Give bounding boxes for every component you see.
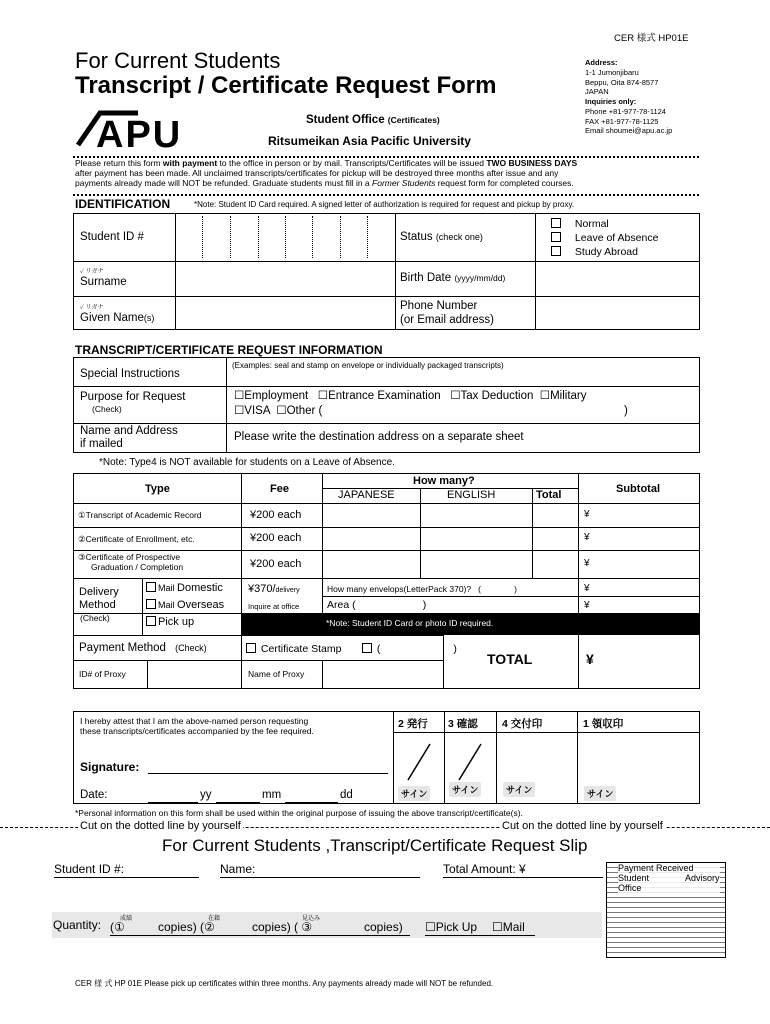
identification-note: *Note: Student ID Card required. A signed letter of authorization is required for request and pickup by proxy. (194, 200, 575, 209)
fee-prospective: ¥200 each (250, 558, 302, 570)
checkbox-icon (146, 616, 156, 626)
q1-copies: copies) (② (158, 920, 215, 934)
office-col-issue: 2 発行 (398, 718, 428, 730)
subtotal-transcript: ¥ (584, 509, 590, 520)
student-id-label: Student ID # (80, 231, 144, 243)
birth-date-field[interactable] (538, 264, 698, 294)
request-info-heading: TRANSCRIPT/CERTIFICATE REQUEST INFORMATION (75, 343, 383, 357)
office-name (306, 114, 440, 126)
slip-name-label: Name: (220, 862, 256, 876)
phone-field[interactable] (538, 299, 698, 329)
qty-english-transcript[interactable] (422, 505, 530, 525)
pickup-option[interactable]: Pick up (146, 616, 194, 628)
col-type: Type (145, 483, 170, 495)
sign-label: サイン (503, 782, 535, 797)
notice: Please return this form with payment to the office in person or by mail. Transcripts/Certificates will be issued TWO BUSINESS DAYS after payment has been made. All unclaimed transcripts/certificates for pickup will be destroyed three months after issue and any payments already made will NOT be refunded. Graduate students must fill in a Former Students request form for completed courses. (75, 158, 578, 188)
delivery-method-label: Delivery Method (79, 586, 119, 611)
name-address-value: Please write the destination address on a separate sheet (234, 431, 524, 443)
mail-overseas-option[interactable]: Mail Overseas (146, 599, 224, 611)
q3-copies: copies) (364, 920, 403, 934)
status-leave-of-absence[interactable]: Leave of Absence (551, 231, 658, 245)
proxy-name-label: Name of Proxy (248, 669, 305, 679)
pickup-id-note: *Note: Student ID Card or photo ID required. (326, 618, 494, 628)
personal-info-note: *Personal information on this form shall be used within the original purpose of issuing the above transcript/certificate(s). (75, 808, 523, 818)
domestic-fee: ¥370/delivery (248, 583, 300, 595)
subtotal-enrollment: ¥ (584, 532, 590, 543)
delivery-subtotal-overseas: ¥ (584, 600, 590, 611)
type4-note: *Note: Type4 is NOT available for students on a Leave of Absence. (99, 457, 395, 468)
checkbox-icon (551, 246, 561, 256)
office-label: Student Office (306, 114, 385, 126)
status-options (551, 217, 658, 260)
col-english: ENGLISH (447, 489, 496, 501)
proxy-id-label: ID# of Proxy (79, 669, 126, 679)
q2-copies: copies) ( ③ (252, 920, 313, 934)
proxy-name-field[interactable] (324, 662, 440, 687)
address-line2: Beppu, Oita 874-8577 (585, 77, 659, 87)
date-mm: mm (262, 789, 282, 801)
subtotal-prospective: ¥ (584, 558, 590, 569)
envelope-count[interactable]: How many envelops(LetterPack 370)? ( ) (327, 584, 517, 594)
status-label: Status (check one) (400, 231, 483, 243)
proxy-id-field[interactable] (150, 662, 240, 687)
status-normal[interactable]: Normal (551, 217, 658, 231)
office-col-receipt-stamp: 1 領収印 (583, 718, 624, 730)
date-yy: yy (200, 789, 212, 801)
sign-label: サイン (449, 782, 481, 797)
col-total: Total (536, 489, 562, 501)
bottom-note: CER 様 式 HP 01E Please pick up certificates within three months. Any payments already made will NOT be refunded. (75, 979, 494, 988)
checkbox-icon (551, 218, 561, 228)
type-transcript: ①Transcript of Academic Record (78, 510, 202, 520)
col-how-many: How many? (413, 475, 475, 487)
office-note: (Certificates) (387, 115, 440, 125)
stamp-other-option[interactable]: ( ) (362, 643, 457, 655)
given-name-label: Given Name(s) (80, 312, 155, 324)
slash-mark (400, 742, 436, 782)
total-yen: ¥ (586, 651, 594, 667)
slip-pickup-option[interactable]: ☐Pick Up (425, 920, 478, 934)
logo-text: APU (96, 114, 183, 151)
type-prospective: ③Certificate of Prospective Graduation / Completion (78, 552, 184, 572)
audience-heading: For Current Students (75, 48, 281, 73)
checkbox-icon (146, 599, 156, 609)
purpose-options-line2[interactable]: ☐VISA ☐Other ( (234, 405, 323, 417)
col-japanese: JAPANESE (338, 489, 395, 501)
fee-transcript: ¥200 each (250, 509, 302, 521)
cut-instruction-left: Cut on the dotted line by yourself (80, 820, 241, 832)
purpose-label: Purpose for Request (80, 391, 186, 403)
identification-heading: IDENTIFICATION (75, 197, 171, 211)
address-line1: 1-1 Jumonjibaru (585, 67, 639, 77)
purpose-check-hint: (Check) (92, 404, 122, 414)
sign-label: サイン (584, 786, 616, 801)
q3-ruby: 見込み (302, 916, 321, 922)
phone-label: Phone Number (or Email address) (400, 300, 494, 326)
area-field[interactable]: Area ( ) (327, 599, 427, 611)
mail-domestic-option[interactable]: Mail Domestic (146, 582, 223, 594)
birth-date-label: Birth Date (yyyy/mm/dd) (400, 272, 506, 284)
payment-received-label: Payment Received Student Advisory Office (618, 863, 720, 894)
blocked-cell (242, 614, 322, 635)
purpose-other-close: ) (624, 405, 628, 417)
checkbox-icon (551, 232, 561, 242)
type-enrollment: ②Certificate of Enrollment, etc. (78, 534, 195, 544)
col-subtotal: Subtotal (616, 483, 660, 495)
surname-ruby: ✓ リガナ (80, 269, 104, 275)
apu-logo (74, 103, 234, 151)
address-block (585, 58, 735, 136)
col-fee: Fee (270, 483, 289, 495)
status-study-abroad[interactable]: Study Abroad (551, 245, 658, 259)
attestation: I hereby attest that I am the above-named person requesting these transcripts/certificates accompanied by the fee required. (80, 716, 314, 737)
delivery-subtotal-domestic: ¥ (584, 583, 590, 594)
special-instructions-examples: (Examples: seal and stamp on envelope or individually packaged transcripts) (232, 361, 504, 370)
date-dd: dd (340, 789, 353, 801)
form-code: CER 様式 HP01E (614, 33, 689, 44)
certificate-stamp-option[interactable]: Certificate Stamp (246, 643, 341, 655)
fee-enrollment: ¥200 each (250, 532, 302, 544)
signature-label: Signature: (80, 760, 140, 774)
slash-mark (451, 742, 487, 782)
total-label: TOTAL (487, 651, 533, 667)
slip-student-id-label: Student ID #: (54, 862, 125, 876)
address-line3: JAPAN (585, 87, 609, 97)
page-title: Transcript / Certificate Request Form (75, 72, 497, 99)
checkbox-icon (246, 643, 256, 653)
slip-total-amount-label: Total Amount: ¥ (443, 862, 526, 876)
surname-label: Surname (80, 276, 127, 288)
address-label: Address: (585, 58, 618, 67)
sign-label: サイン (398, 786, 430, 801)
checkbox-icon (146, 582, 156, 592)
q2-ruby: 在籍 (208, 916, 221, 922)
checkbox-icon (362, 643, 372, 653)
date-label: Date: (80, 789, 108, 801)
surname-field[interactable] (178, 264, 393, 294)
office-col-confirm: 3 確認 (448, 718, 478, 730)
signature-field[interactable] (150, 758, 386, 772)
qty-japanese-transcript[interactable] (324, 505, 418, 525)
special-instructions-field[interactable] (230, 372, 696, 384)
delivery-check-hint: (Check) (80, 613, 110, 623)
special-instructions-label: Special Instructions (80, 368, 180, 380)
student-id-field[interactable] (178, 216, 393, 259)
phone-line: Phone +81-977-78-1124 (585, 106, 666, 116)
office-col-delivery-stamp: 4 交付印 (502, 718, 543, 730)
given-name-field[interactable] (178, 299, 393, 329)
slip-mail-option[interactable]: ☐Mail (492, 920, 525, 934)
blocked-cell (579, 614, 700, 635)
overseas-fee: Inquire at office (248, 602, 300, 611)
payment-method-label: Payment Method (Check) (79, 642, 207, 654)
purpose-options-line1[interactable]: ☐Employment ☐Entrance Examination ☐Tax Deduction ☐Military (234, 390, 587, 402)
cut-instruction-right: Cut on the dotted line by yourself (502, 820, 663, 832)
q1-open: (① (110, 920, 125, 934)
inquiries-label: Inquiries only: (585, 97, 637, 106)
given-name-ruby: ✓ リガナ (80, 305, 104, 311)
quantity-label: Quantity: (53, 918, 102, 932)
name-address-label: Name and Address if mailed (80, 425, 178, 450)
q1-ruby: 成績 (120, 916, 133, 922)
university-name: Ritsumeikan Asia Pacific University (268, 134, 471, 148)
slip-title: For Current Students ,Transcript/Certificate Request Slip (162, 836, 588, 855)
fax-line: FAX +81-977-78-1125 (585, 116, 659, 126)
email-line: Email shoumei@apu.ac.jp (585, 126, 673, 136)
